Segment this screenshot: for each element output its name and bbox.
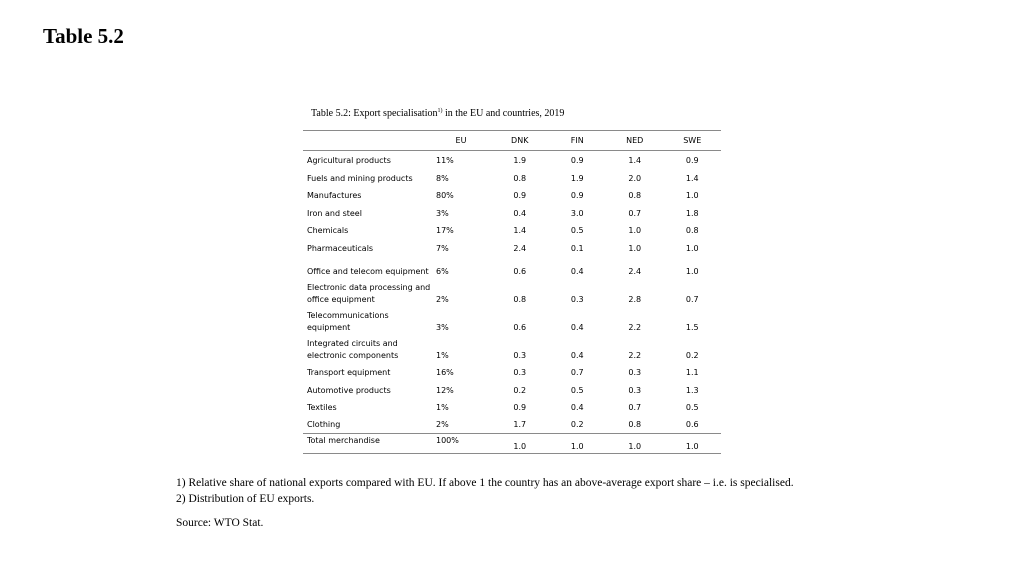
cell-fin: 0.7 [570, 368, 584, 377]
table-row [303, 169, 721, 187]
cell-dnk: 1.7 [491, 416, 549, 434]
cell-swe: 1.0 [664, 434, 722, 454]
cell-ned: 0.3 [628, 368, 642, 377]
table-row [303, 257, 721, 280]
cell-dnk: 0.2 [513, 385, 527, 395]
cell-swe: 0.5 [685, 403, 699, 412]
row-label: Electronic data processing and office equipment [307, 282, 431, 304]
cell-dnk: 0.3 [513, 368, 527, 377]
cell-ned: 2.4 [628, 266, 642, 276]
cell-fin: 0.9 [570, 156, 584, 165]
header-eu: EU [431, 131, 491, 151]
row-label: Chemicals [307, 226, 349, 235]
row-label: Manufactures [307, 191, 362, 200]
cell-eu: 2% [436, 294, 449, 304]
cell-fin: 0.4 [570, 350, 584, 360]
cell-ned: 0.8 [606, 416, 664, 434]
table-row [303, 416, 721, 434]
source-note: Source: WTO Stat. [176, 517, 264, 529]
cell-ned: 0.8 [628, 191, 642, 200]
cell-ned: 1.0 [628, 226, 642, 235]
table-total-row [303, 434, 721, 454]
table-caption [311, 108, 564, 119]
cell-fin: 0.9 [570, 191, 584, 200]
cell-fin: 3.0 [570, 208, 584, 218]
table-header-row [303, 131, 721, 151]
cell-fin: 0.3 [570, 294, 584, 304]
cell-swe: 1.0 [685, 266, 699, 276]
cell-fin: 0.1 [570, 243, 584, 253]
cell-fin: 1.9 [570, 173, 584, 183]
row-label: Pharmaceuticals [307, 243, 374, 253]
cell-eu: 1% [436, 403, 449, 412]
row-label: Transport equipment [307, 368, 391, 377]
cell-eu: 16% [436, 368, 454, 377]
footnote-2: 2) Distribution of EU exports. [176, 493, 315, 505]
table-row [303, 399, 721, 417]
cell-eu: 17% [436, 226, 454, 235]
cell-ned: 2.8 [628, 294, 642, 304]
cell-dnk: 0.3 [513, 350, 527, 360]
caption-suffix: in the EU and countries, 2019 [442, 108, 565, 119]
cell-swe: 0.7 [685, 294, 699, 304]
table-row [303, 364, 721, 382]
table-row [303, 151, 721, 170]
cell-eu: 2% [431, 416, 491, 434]
header-dnk: DNK [491, 131, 549, 151]
cell-ned: 2.2 [628, 350, 642, 360]
row-label: Textiles [307, 403, 337, 412]
header-swe: SWE [664, 131, 722, 151]
cell-swe: 1.4 [685, 173, 699, 183]
cell-eu: 7% [436, 243, 449, 253]
cell-dnk: 0.9 [513, 191, 527, 200]
cell-dnk: 0.4 [513, 208, 527, 218]
cell-dnk: 0.8 [513, 173, 527, 183]
header-ned: NED [606, 131, 664, 151]
row-label: Fuels and mining products [307, 173, 413, 183]
cell-ned: 1.0 [606, 434, 664, 454]
cell-eu: 11% [436, 156, 454, 165]
cell-ned: 1.4 [628, 156, 642, 165]
cell-dnk: 2.4 [513, 243, 527, 253]
cell-dnk: 0.6 [513, 266, 527, 276]
cell-ned: 0.3 [628, 385, 642, 395]
table-row [303, 222, 721, 240]
cell-ned: 0.7 [628, 403, 642, 412]
row-label: Total merchandise [303, 434, 431, 454]
table-row [303, 336, 721, 364]
cell-swe: 0.9 [685, 156, 699, 165]
cell-fin: 0.4 [570, 322, 584, 332]
cell-eu: 100% [431, 434, 491, 454]
cell-eu: 6% [436, 266, 449, 276]
cell-dnk: 1.4 [513, 226, 527, 235]
caption-footnote-mark: 1) [437, 108, 443, 114]
caption-text: Table 5.2: Export specialisation [311, 108, 438, 119]
row-label: Automotive products [307, 385, 391, 395]
row-label: Integrated circuits and electronic components [307, 338, 399, 360]
cell-eu: 3% [436, 208, 449, 218]
cell-swe: 0.8 [685, 226, 699, 235]
cell-ned: 2.2 [628, 322, 642, 332]
header-fin: FIN [549, 131, 607, 151]
cell-swe: 1.0 [685, 191, 699, 200]
table-row [303, 381, 721, 399]
cell-eu: 12% [436, 385, 454, 395]
cell-swe: 1.8 [685, 208, 699, 218]
footnote-1: 1) Relative share of national exports compared with EU. If above 1 the country has an above-average export share – i.e. is specialised. [176, 477, 794, 489]
cell-ned: 2.0 [628, 173, 642, 183]
cell-eu: 80% [436, 191, 454, 200]
cell-dnk: 1.9 [513, 156, 527, 165]
table-row [303, 187, 721, 205]
cell-fin: 0.4 [570, 403, 584, 412]
cell-swe: 1.5 [685, 322, 699, 332]
row-label: Telecommunications equipment [307, 310, 389, 332]
cell-eu: 8% [436, 173, 449, 183]
table-row [303, 308, 721, 336]
footnotes [176, 475, 794, 531]
slide-title: Table 5.2 [43, 24, 124, 48]
cell-dnk: 1.0 [491, 434, 549, 454]
table-row [303, 239, 721, 257]
cell-fin: 0.2 [549, 416, 607, 434]
row-label: Clothing [303, 416, 431, 434]
table-row [303, 204, 721, 222]
cell-swe: 0.6 [664, 416, 722, 434]
cell-dnk: 0.8 [513, 294, 527, 304]
cell-fin: 0.5 [570, 226, 584, 235]
cell-eu: 3% [436, 322, 449, 332]
table-row [303, 280, 721, 308]
cell-swe: 1.1 [685, 368, 699, 377]
cell-swe: 1.0 [685, 243, 699, 253]
cell-fin: 0.5 [570, 385, 584, 395]
header-blank [303, 131, 431, 151]
cell-eu: 1% [436, 350, 449, 360]
row-label: Iron and steel [307, 208, 362, 218]
row-label: Office and telecom equipment [307, 266, 429, 276]
cell-ned: 1.0 [628, 243, 642, 253]
cell-swe: 0.2 [685, 350, 699, 360]
cell-ned: 0.7 [628, 208, 642, 218]
cell-fin: 1.0 [549, 434, 607, 454]
cell-swe: 1.3 [685, 385, 699, 395]
cell-fin: 0.4 [570, 266, 584, 276]
row-label: Agricultural products [307, 156, 391, 165]
export-specialisation-table [303, 130, 721, 454]
cell-dnk: 0.9 [513, 403, 527, 412]
cell-dnk: 0.6 [513, 322, 527, 332]
